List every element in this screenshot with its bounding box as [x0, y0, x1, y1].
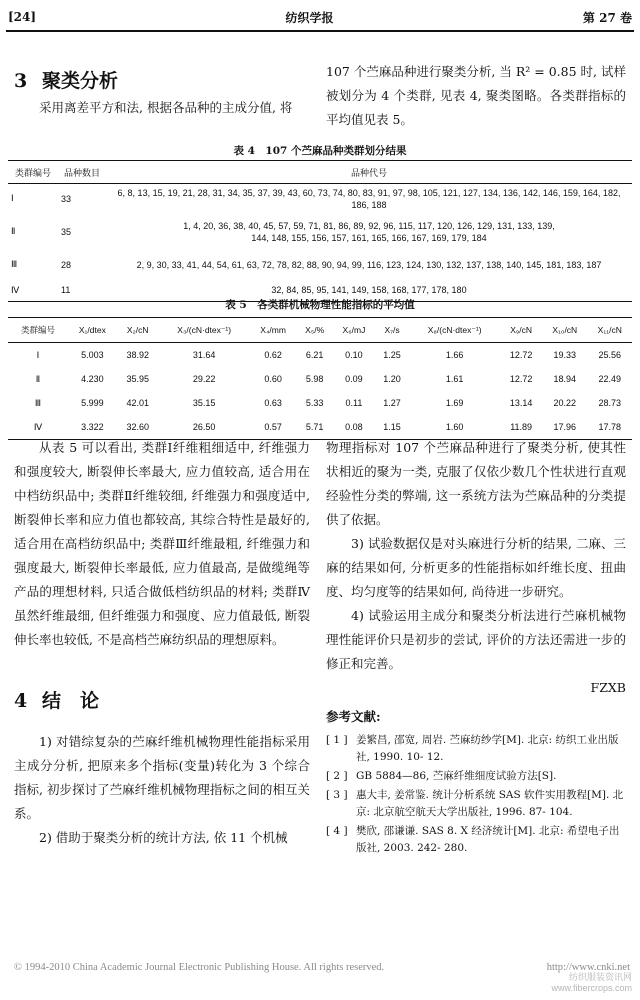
section3-paragraph-left: 采用离差平方和法, 根据各品种的主成分值, 将	[39, 100, 293, 115]
table5-cell: 22.49	[598, 374, 622, 384]
table5-header-cell: X₄/mm	[250, 318, 297, 343]
table4-caption: 表 4 107 个苎麻品种类群划分结果	[233, 145, 407, 157]
table5-cell: 5.003	[81, 350, 104, 360]
table5-cell: 13.14	[509, 398, 533, 408]
table4-codes: 6, 8, 13, 15, 19, 21, 28, 31, 34, 35, 37, 39, 43, 60, 73, 74, 80, 83, 91, 97, 98, 105, 121, 127, 134, 136, 142, 146, 159, 164, 182, 186, 188	[117, 187, 621, 210]
lower-left-column	[14, 436, 310, 850]
table5-cell: 1.15	[375, 415, 409, 440]
table5-cell: Ⅰ	[36, 349, 40, 360]
table5-cell: 6.21	[305, 350, 324, 360]
section3-right-column	[326, 60, 626, 132]
table4-codes: 1, 4, 20, 36, 38, 40, 45, 57, 59, 71, 81, 86, 89, 92, 96, 115, 117, 120, 126, 129, 131, 133, 139, 144, 148, 155, 156, 157, 161, 165, 166, 167, 169, 179, 184	[183, 220, 555, 243]
references-title: 参考文献:	[326, 709, 381, 724]
table5-cell: 35.95	[126, 374, 149, 384]
table4-group: Ⅲ	[11, 259, 18, 269]
table4-codes: 2, 9, 30, 33, 41, 44, 54, 61, 63, 72, 78, 82, 88, 90, 94, 99, 116, 123, 124, 130, 132, 137, 138, 140, 145, 181, 183, 187	[136, 259, 602, 270]
table4-group: Ⅳ	[8, 280, 58, 302]
conclusion-2-start: 2) 借助于聚类分析的统计方法, 依 11 个机械	[39, 830, 288, 845]
table-row	[8, 250, 632, 280]
table4-group: Ⅰ	[11, 193, 14, 204]
reference-item: [ 1 ] 姜繁昌, 邵宽, 周岩. 苎麻纺纱学[M]. 北京: 纺织工业出版社, 1990. 10- 12.	[326, 734, 619, 763]
table5-cell: 17.78	[588, 415, 632, 440]
table5-cell: 28.73	[598, 398, 622, 408]
reference-item: [ 2 ] GB 5884—86, 苎麻纤维细度试验方法[S].	[326, 770, 557, 782]
table5-cell: 0.60	[264, 374, 282, 384]
table5-header-cell: X₆/mJ	[333, 318, 375, 343]
conclusion-2-continued: 物理指标对 107 个苎麻品种进行了聚类分析, 使其性状相近的聚为一类, 克服了仅依少数几个性状进行直观经验性分类的弊端, 这一系统方法为苎麻品种的分类提供了依据。	[326, 440, 626, 527]
table5-cell: 3.322	[68, 415, 117, 440]
table5-cell: 1.66	[445, 350, 464, 360]
table5-cell: 4.230	[81, 374, 104, 384]
table5-header-cell: X₁/dtex	[68, 318, 117, 343]
table5-cell: 17.96	[542, 415, 587, 440]
table4-count: 35	[61, 226, 72, 237]
table5-cell: 32.60	[117, 415, 159, 440]
table5-cell: Ⅳ	[8, 415, 68, 440]
table5-cell: 12.72	[509, 374, 533, 384]
table4-header-cell: 类群编号	[8, 161, 58, 184]
table5-cell: Ⅱ	[35, 373, 41, 384]
table5-cell: 20.22	[553, 398, 577, 408]
end-mark: FZXB	[590, 680, 626, 695]
copyright-notice: © 1994-2010 China Academic Journal Electronic Publishing House. All rights reserved.	[14, 962, 385, 973]
page-footer	[14, 962, 630, 973]
conclusion-1: 1) 对错综复杂的苎麻纤维机械物理性能指标采用主成分分析, 把原来多个指标(变量)转化为 3 个综合指标, 初步探讨了苎麻纤维机械物理指标之间的相互关系。	[14, 734, 310, 821]
table5-cell: 5.98	[305, 374, 324, 384]
conclusion-4: 4) 试验运用主成分和聚类分析法进行苎麻机械物理性能评价只是初步的尝试, 评价的方法还需进一步的修正和完善。	[326, 608, 626, 671]
table5-cell: 1.25	[383, 350, 401, 360]
table5-cell: 0.63	[264, 398, 282, 408]
table-row	[8, 184, 632, 214]
table5	[8, 317, 632, 440]
table4-codes: 32, 84, 85, 95, 141, 149, 158, 168, 177, 178, 180	[106, 280, 632, 302]
table5-header-cell: X₂/cN	[117, 318, 159, 343]
table5-cell: 31.64	[192, 350, 216, 360]
page-number: [24]	[8, 10, 37, 24]
table5-header-cell: X₅/%	[297, 318, 333, 343]
table5-cell: Ⅲ	[34, 397, 42, 408]
page-header	[8, 6, 632, 28]
conclusion-3: 3) 试验数据仅是对头麻进行分析的结果, 二麻、三麻的结果如何, 分析更多的性能指标如纤维长度、扭曲度、均匀度等的结果如何, 尚待进一步研究。	[326, 536, 626, 599]
table5-cell: 11.89	[500, 415, 542, 440]
table5-header-cell: X₉/cN	[500, 318, 542, 343]
header-rule	[6, 30, 634, 32]
table5-header-cell: X₇/s	[375, 318, 409, 343]
table4	[8, 160, 632, 302]
table4-header-cell: 品种代号	[106, 161, 632, 184]
table5-header-cell: 类群编号	[8, 318, 68, 343]
table-row	[8, 367, 632, 391]
table4-count: 33	[61, 193, 72, 204]
table5-header-cell: X₈/(cN·dtex⁻¹)	[409, 318, 500, 343]
table5-cell: 0.10	[345, 350, 363, 360]
table5-cell: 26.50	[159, 415, 250, 440]
table5-cell: 1.27	[383, 398, 401, 408]
table5-cell: 0.08	[333, 415, 375, 440]
section3-paragraph-right: 107 个苎麻品种进行聚类分析, 当 R² = 0.85 时, 试样被划分为 4 个类群, 见表 4, 聚类图略。各类群指标的平均值见表 5。	[326, 64, 626, 127]
reference-item: [ 3 ] 惠大丰, 姜常鉴. 统计分析系统 SAS 软件实用教程[M]. 北京: 北京航空航天大学出版社, 1996. 87- 104.	[326, 789, 624, 818]
table5-cell: 1.20	[383, 374, 401, 384]
table5-header-cell: X₁₁/cN	[588, 318, 632, 343]
table-row	[8, 343, 632, 368]
table5-cell: 5.999	[81, 398, 104, 408]
table5-header-cell: X₃/(cN·dtex⁻¹)	[159, 318, 250, 343]
table-row	[8, 214, 632, 250]
table4-header-row	[8, 161, 632, 184]
table5-header-cell: X₁₀/cN	[542, 318, 587, 343]
section3-heading: 3 聚类分析	[14, 70, 119, 92]
table5-cell: 0.09	[345, 374, 363, 384]
table5-header-row	[8, 318, 632, 343]
table4-group: Ⅱ	[11, 226, 16, 236]
table5-cell: 0.11	[345, 398, 363, 408]
table5-cell: 18.94	[553, 374, 577, 384]
table5-cell: 1.61	[445, 374, 464, 384]
table5-cell: 5.71	[297, 415, 333, 440]
table4-count: 28	[61, 259, 72, 270]
table5-cell: 1.60	[409, 415, 500, 440]
table5-caption: 表 5 各类群机械物理性能指标的平均值	[225, 299, 415, 311]
table5-cell: 1.69	[445, 398, 464, 408]
section3-left-column	[14, 66, 310, 120]
table5-cell: 0.62	[264, 350, 282, 360]
table5-cell: 19.33	[553, 350, 577, 360]
reference-item: [ 4 ] 樊欣, 邵谦谦. SAS 8. X 经济统计[M]. 北京: 希望电子出版社, 2003. 242- 280.	[326, 825, 620, 854]
table4-header-cell: 品种数目	[58, 161, 106, 184]
table5-cell: 42.01	[126, 398, 149, 408]
section4-heading: 4 结 论	[14, 690, 100, 712]
table5-cell: 12.72	[509, 350, 533, 360]
discussion-paragraph: 从表 5 可以看出, 类群Ⅰ纤维粗细适中, 纤维强力和强度较大, 断裂伸长率最大, 应力值较高, 适合用在中档纺织品中; 类群Ⅱ纤维较细, 纤维强力和强度适中, 断裂伸长率和应力值也都较高, 其综合特性是最好的, 适合用在高档纺织品中; 类群Ⅲ纤维最粗, 纤维强力和强度最大, 断裂伸长率最低, 应力值最高, 是做缆绳等产品的理想材料, 只适合做低档纺织品的材料; 类群Ⅳ虽然纤维最细, 但纤维强力和强度、应力值最低, 断裂伸长率也较低, 不是高档苎麻纺织品的理想原料。	[14, 440, 310, 647]
table5-cell: 29.22	[192, 374, 216, 384]
watermark: 纺织服装资讯网 www.fibercrops.com	[551, 972, 632, 993]
table4-count: 11	[58, 280, 106, 302]
journal-name: 纺织学报	[285, 10, 334, 25]
volume-label: 第 27 卷	[582, 10, 632, 25]
lower-right-column	[326, 436, 626, 859]
table5-cell: 35.15	[192, 398, 216, 408]
table-row	[8, 391, 632, 415]
table5-cell: 0.57	[250, 415, 297, 440]
table5-cell: 5.33	[305, 398, 324, 408]
footer-url: http://www.cnki.net	[546, 962, 630, 973]
table5-cell: 38.92	[126, 350, 149, 360]
table5-cell: 25.56	[598, 350, 622, 360]
